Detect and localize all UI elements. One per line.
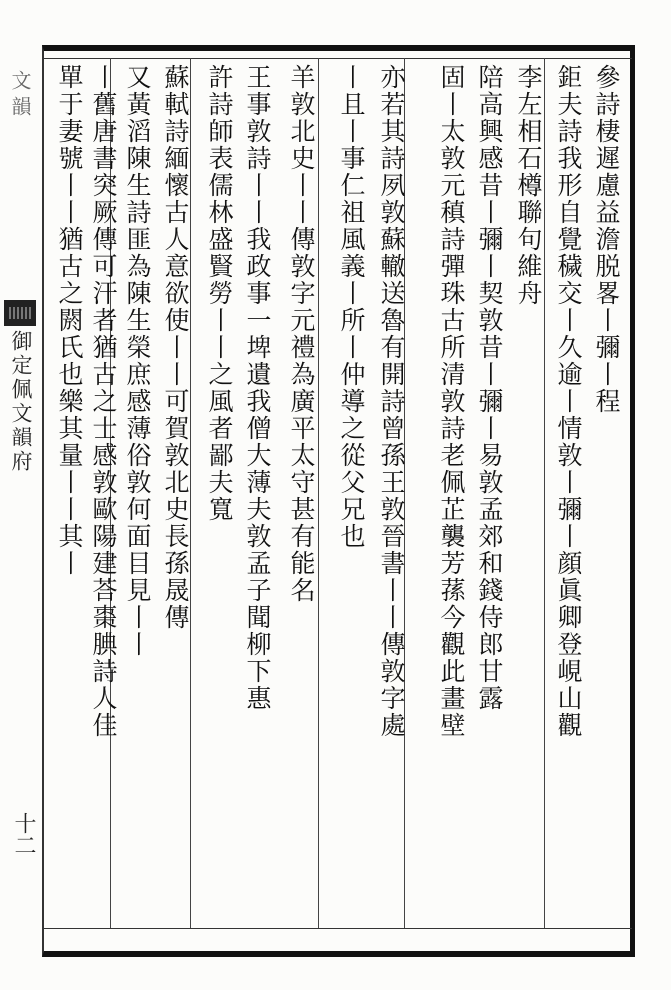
book-title: 御定佩文韻府 [9,330,33,474]
text-column: 丨且丨事仁祖風義丨所丨仲導之從父兄也 [337,64,366,550]
text-column: 亦若其詩夙敦蘇轍送魯有開詩曾孫王敦晉書丨丨傳敦字處 [377,64,406,739]
bottom-inner-rule [42,928,632,929]
text-column: 固丨太敦元稹詩彈珠古所清敦詩老佩芷襲芳蓀今觀此畫壁 [437,64,466,739]
text-column: 許詩師表儒林盛賢勞丨丨之風者鄙夫寬 [205,64,234,523]
text-column: 蘇軾詩緬懷古人意欲使丨丨可賀敦北史長孫晟傳 [161,64,190,631]
fishtail-mark-icon [4,300,36,326]
text-column: 鉅夫詩我形自覺穢交丨久逾丨情敦丨彌丨顔眞卿登峴山觀 [554,64,583,739]
text-column: 李左相石樽聯句維舟 [514,64,543,307]
text-column: 羊敦北史丨丨傳敦字元禮為廣平太守甚有能名 [287,64,316,604]
text-column: 陪高興感昔丨彌丨契敦昔丨彌丨易敦孟郊和錢侍郎甘露 [475,64,504,712]
text-column: 丨舊唐書突厥傳可汗者猶古之士感敦歐陽建荅棗腆詩人佳 [89,64,118,739]
text-column: 王事敦詩丨丨我政事一埤遺我僧大薄夫敦孟子聞柳下惠 [243,64,272,712]
page-number: 十二 [11,812,36,856]
text-column: 又黃滔陳生詩匪為陳生榮庶感薄俗敦何面目見丨丨 [123,64,152,658]
text-column: 參詩棲遲慮益澹脱畧丨彌丨程 [592,64,621,415]
margin-header-fragment: 文韻 [8,70,32,122]
text-column: 單于妻號丨丨猶古之閼氏也樂其量丨丨其丨 [55,64,84,577]
